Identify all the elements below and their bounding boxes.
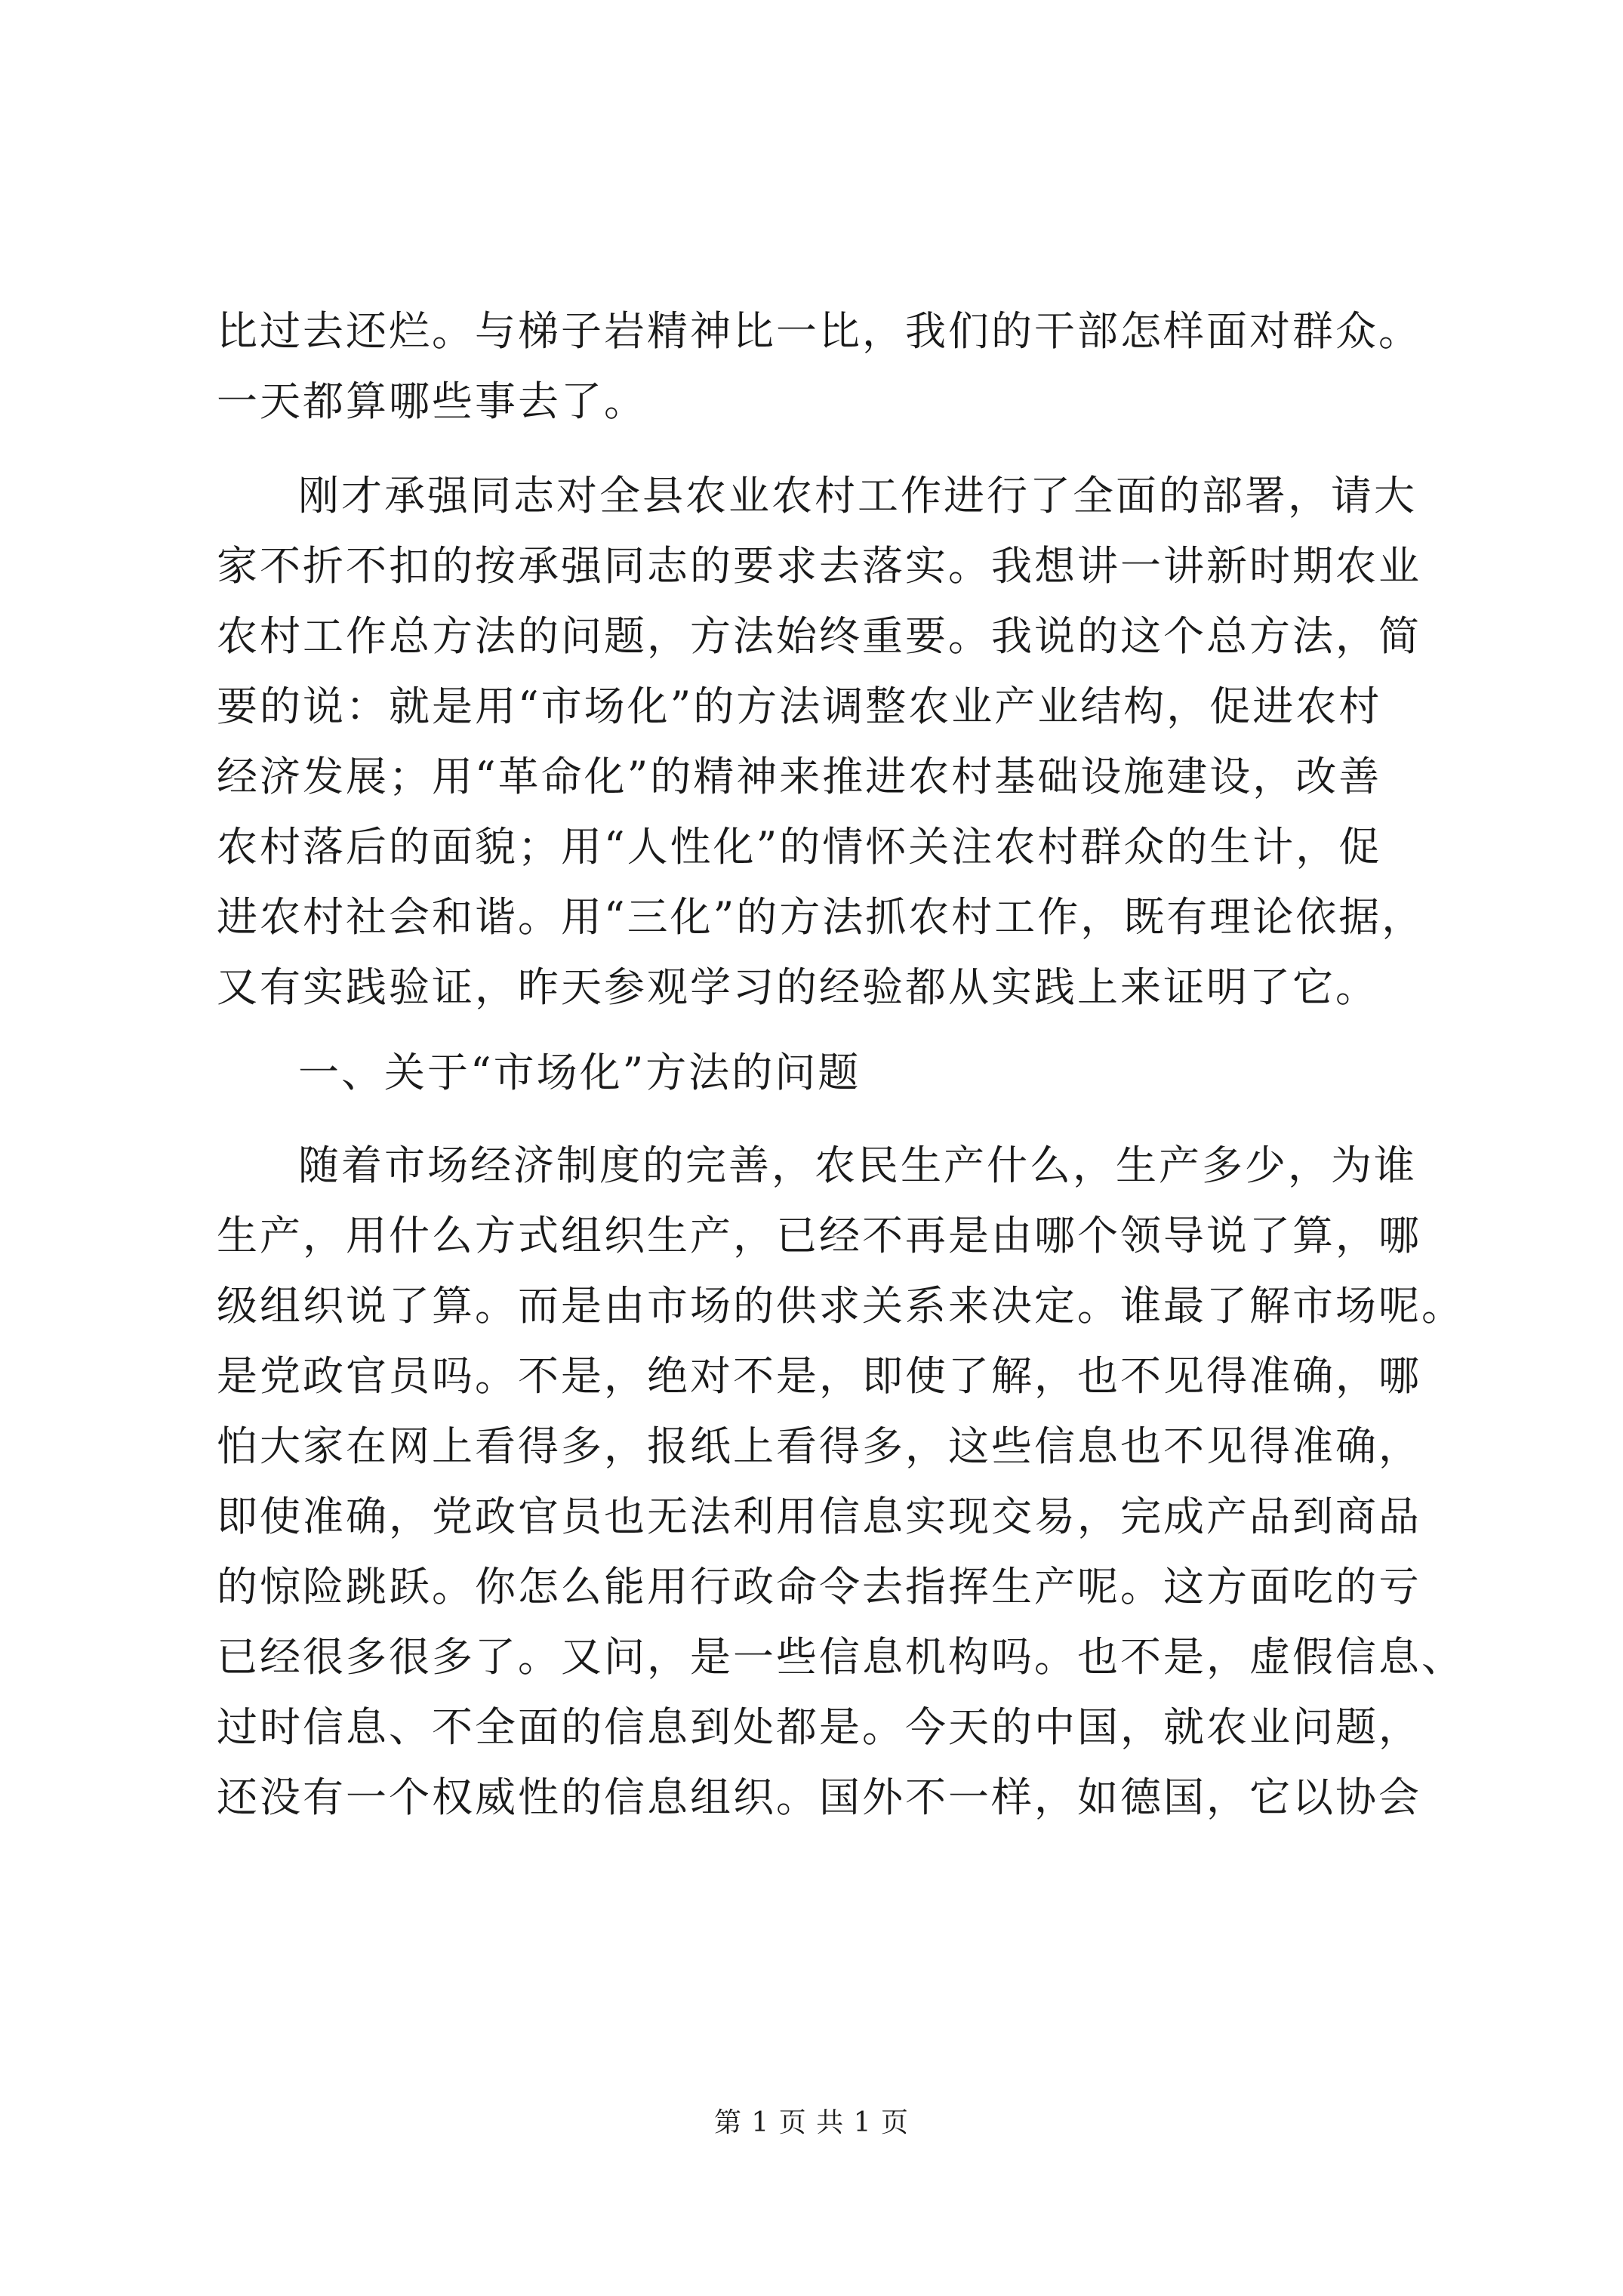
text-line: 的惊险跳跃。你怎么能用行政命令去指挥生产呢。这方面吃的亏 [217, 1563, 1421, 1610]
text-line: 生产，用什么方式组织生产，已经不再是由哪个领导说了算，哪 [217, 1212, 1421, 1259]
text-line: 级组织说了算。而是由市场的供求关系来决定。谁最了解市场呢。 [217, 1282, 1464, 1330]
text-line: 家不折不扣的按承强同志的要求去落实。我想讲一讲新时期农业 [217, 542, 1421, 590]
text-line: 怕大家在网上看得多，报纸上看得多，这些信息也不见得准确， [217, 1422, 1421, 1470]
text-line: 即使准确，党政官员也无法利用信息实现交易，完成产品到商品 [217, 1493, 1421, 1540]
paragraph-start-line: 随着市场经济制度的完善，农民生产什么，生产多少，为谁 [298, 1142, 1417, 1189]
text-line: 要的说：就是用“市场化”的方法调整农业产业结构，促进农村 [217, 683, 1382, 730]
text-line: 过时信息、不全面的信息到处都是。今天的中国，就农业问题， [217, 1703, 1421, 1751]
paragraph-start-line: 刚才承强同志对全县农业农村工作进行了全面的部署，请大 [298, 472, 1417, 519]
text-line: 已经很多很多了。又问，是一些信息机构吗。也不是，虚假信息、 [217, 1633, 1464, 1681]
text-line: 比过去还烂。与梯子岩精神比一比，我们的干部怎样面对群众。 [217, 307, 1421, 355]
text-line: 还没有一个权威性的信息组织。国外不一样，如德国，它以协会 [217, 1774, 1421, 1821]
text-line: 是党政官员吗。不是，绝对不是，即使了解，也不见得准确，哪 [217, 1352, 1421, 1400]
text-line: 经济发展；用“革命化”的精神来推进农村基础设施建设，改善 [217, 753, 1382, 800]
text-line: 又有实践验证，昨天参观学习的经验都从实践上来证明了它。 [217, 963, 1378, 1011]
text-line: 农村工作总方法的问题，方法始终重要。我说的这个总方法，简 [217, 612, 1421, 660]
section-heading: 一、关于“市场化”方法的问题 [298, 1049, 861, 1096]
text-line: 一天都算哪些事去了。 [217, 378, 647, 425]
text-line: 进农村社会和谐。用“三化”的方法抓农村工作，既有理论依据， [217, 893, 1425, 941]
text-line: 农村落后的面貌；用“人性化”的情怀关注农村群众的生计，促 [217, 823, 1382, 871]
page-number-footer: 第 1 页 共 1 页 [713, 2107, 910, 2138]
